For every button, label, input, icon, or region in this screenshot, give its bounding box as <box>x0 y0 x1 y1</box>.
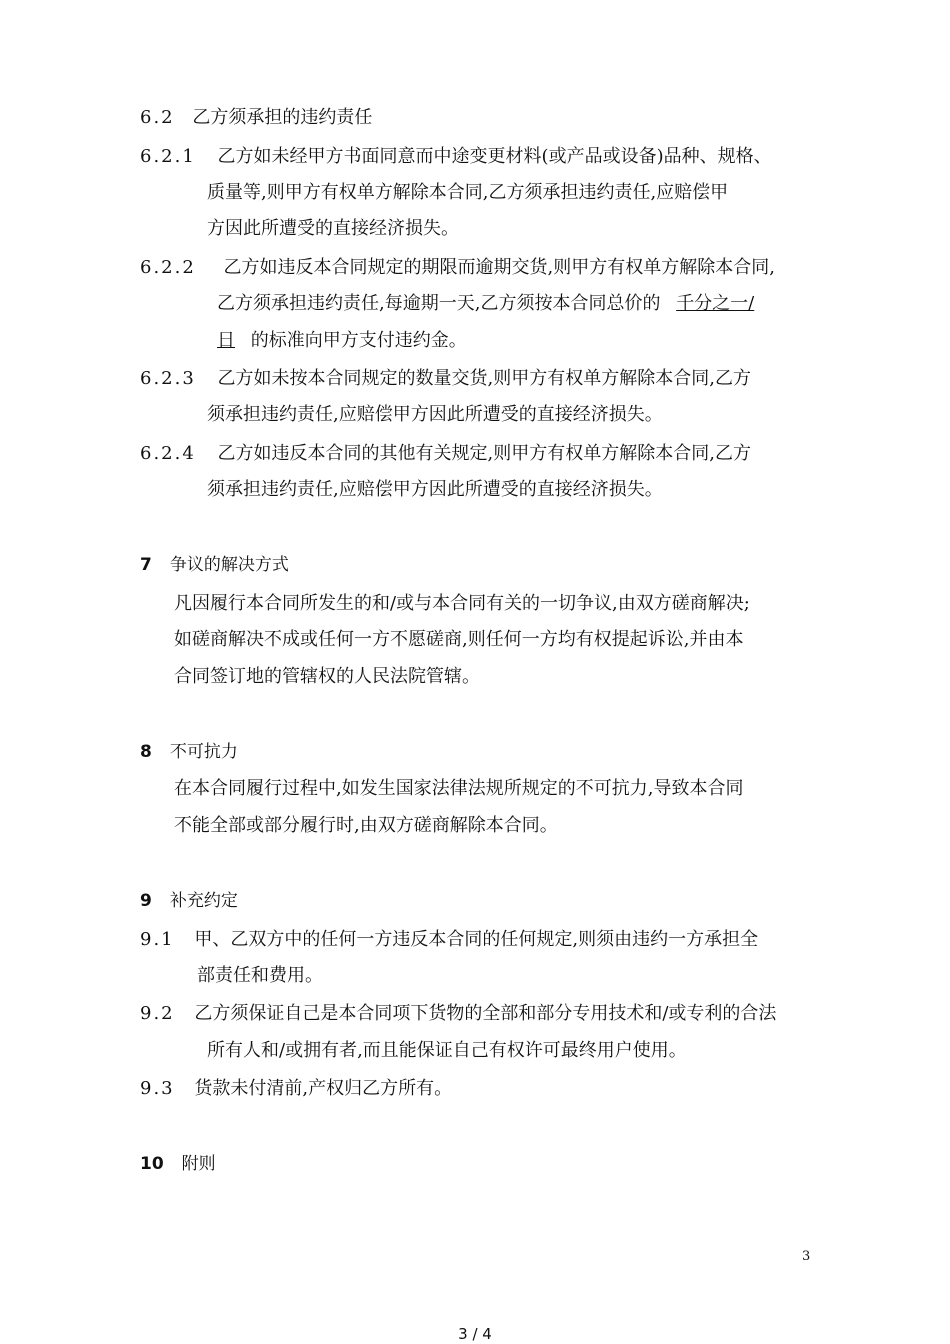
paragraph-line: 在本合同履行过程中,如发生国家法律法规所规定的不可抗力,导致本合同 <box>174 778 744 799</box>
section-title: 争议的解决方式 <box>169 555 289 575</box>
paragraph-line: 凡因履行本合同所发生的和/或与本合同有关的一切争议,由双方磋商解决; <box>174 593 750 614</box>
clause-number: 9.1 <box>140 929 175 950</box>
clause-line: 乙方如违反本合同的其他有关规定,则甲方有权单方解除本合同,乙方 <box>217 443 751 464</box>
clause-line: 甲、乙双方中的任何一方违反本合同的任何规定,则须由违约一方承担全 <box>194 929 759 950</box>
section-10-heading <box>140 1152 216 1176</box>
clause-line: 乙方如未经甲方书面同意而中途变更材料(或产品或设备)品种、规格、 <box>217 146 772 167</box>
clause-number: 9.2 <box>140 1003 175 1024</box>
section-number: 10 <box>140 1154 164 1174</box>
clause-line: 部责任和费用。 <box>197 965 323 986</box>
section-title: 补充约定 <box>169 891 238 911</box>
filled-blank: 千分之一/ <box>676 293 755 314</box>
filled-blank: 日 <box>217 330 235 351</box>
clause-number: 9.3 <box>140 1078 175 1099</box>
clause-number: 6.2 <box>140 107 175 128</box>
clause-line: 质量等,则甲方有权单方解除本合同,乙方须承担违约责任,应赔偿甲 <box>207 182 729 203</box>
clause-line: 乙方须保证自己是本合同项下货物的全部和部分专用技术和/或专利的合法 <box>194 1003 777 1024</box>
page-indicator: 3 / 4 <box>458 1325 492 1343</box>
paragraph-line: 如磋商解决不成或任何一方不愿磋商,则任何一方均有权提起诉讼,并由本 <box>174 629 744 650</box>
clause-number: 6.2.4 <box>140 443 196 464</box>
clause-6-2-1 <box>140 145 772 169</box>
page-number: 3 <box>802 1249 811 1264</box>
section-title: 附则 <box>181 1154 216 1174</box>
clause-line: 所有人和/或拥有者,而且能保证自己有权许可最终用户使用。 <box>207 1040 687 1061</box>
section-8-heading <box>140 740 238 764</box>
section-6-2-heading <box>140 106 372 130</box>
clause-text: 乙方须承担违约责任,每逾期一天,乙方须按本合同总价的 <box>217 293 661 314</box>
clause-line-with-fill <box>217 292 776 316</box>
clause-number: 6.2.3 <box>140 368 196 389</box>
clause-9-2 <box>140 1002 776 1026</box>
clause-text: 的标准向甲方支付违约金。 <box>250 330 467 351</box>
clause-6-2-3 <box>140 367 751 391</box>
section-9-heading <box>140 889 238 913</box>
clause-6-2-4 <box>140 442 751 466</box>
clause-6-2-2 <box>140 256 775 280</box>
section-number: 7 <box>140 555 152 575</box>
clause-9-3 <box>140 1077 452 1101</box>
clause-number: 6.2.2 <box>140 257 196 278</box>
clause-line: 货款未付清前,产权归乙方所有。 <box>194 1078 453 1099</box>
clause-line-with-fill <box>217 329 467 353</box>
clause-line: 须承担违约责任,应赔偿甲方因此所遭受的直接经济损失。 <box>207 404 663 425</box>
paragraph-line: 不能全部或部分履行时,由双方磋商解除本合同。 <box>174 815 558 836</box>
clause-line: 乙方如违反本合同规定的期限而逾期交货,则甲方有权单方解除本合同, <box>223 257 775 278</box>
clause-line: 乙方如未按本合同规定的数量交货,则甲方有权单方解除本合同,乙方 <box>217 368 751 389</box>
section-number: 9 <box>140 891 152 911</box>
section-number: 8 <box>140 742 152 762</box>
clause-9-1 <box>140 928 758 952</box>
clause-line: 须承担违约责任,应赔偿甲方因此所遭受的直接经济损失。 <box>207 479 663 500</box>
paragraph-line: 合同签订地的管辖权的人民法院管辖。 <box>174 666 480 687</box>
section-title: 不可抗力 <box>169 742 238 762</box>
clause-line: 方因此所遭受的直接经济损失。 <box>207 218 459 239</box>
heading-text: 乙方须承担的违约责任 <box>192 107 373 128</box>
section-7-heading <box>140 553 289 577</box>
clause-number: 6.2.1 <box>140 146 196 167</box>
